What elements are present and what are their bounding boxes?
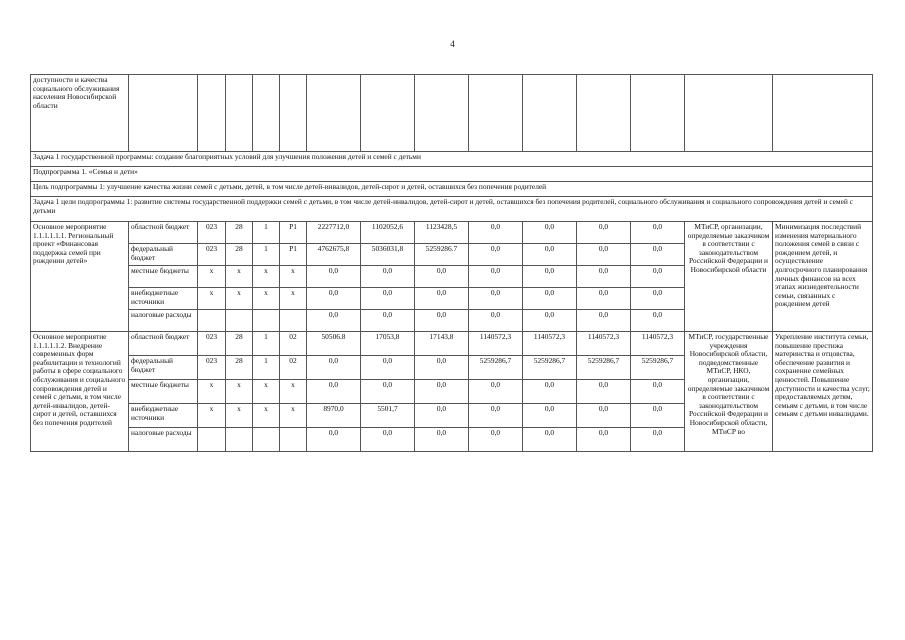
amount-cell: 0,0 xyxy=(469,404,523,428)
amount-cell: 0,0 xyxy=(361,356,415,380)
amount-cell: 5259286,7 xyxy=(523,356,577,380)
amount-cell: 0,0 xyxy=(307,380,361,404)
budget-code-cell: x xyxy=(280,380,307,404)
budget-code-cell: 28 xyxy=(226,356,253,380)
amount-cell: 0,0 xyxy=(631,244,685,266)
activity-name-cell: Основное мероприятие 1.1.1.1.1.1. Региональный проект «Финансовая поддержка семей при рождении детей» xyxy=(31,222,129,332)
budget-code-cell: 02 xyxy=(280,356,307,380)
funding-source-cell: федеральный бюджет xyxy=(129,356,198,380)
amount-cell: 0,0 xyxy=(469,222,523,244)
amount-cell: 0,0 xyxy=(523,310,577,332)
budget-code-cell: x xyxy=(253,266,280,288)
amount-cell: 0,0 xyxy=(523,222,577,244)
budget-code-cell: 023 xyxy=(198,244,226,266)
budget-code-cell xyxy=(226,310,253,332)
budget-code-cell: 1 xyxy=(253,222,280,244)
amount-cell: 1140572,3 xyxy=(577,332,631,356)
budget-code-cell: x xyxy=(198,288,226,310)
amount-cell: 8970,0 xyxy=(307,404,361,428)
budget-code-cell: 023 xyxy=(198,356,226,380)
budget-code-cell: 023 xyxy=(198,332,226,356)
amount-cell: 17053,8 xyxy=(361,332,415,356)
table-row-subprogram xyxy=(31,167,873,182)
subprogram1-text: Подпрограмма 1. «Семья и дети» xyxy=(31,167,873,182)
program-table xyxy=(30,74,873,452)
amount-cell: 0,0 xyxy=(307,428,361,452)
amount-cell: 0,0 xyxy=(577,404,631,428)
amount-cell: 0,0 xyxy=(631,428,685,452)
funding-source-cell: налоговые расходы xyxy=(129,428,198,452)
amount-cell: 0,0 xyxy=(577,266,631,288)
amount-cell: 0,0 xyxy=(631,380,685,404)
budget-code-cell xyxy=(280,310,307,332)
budget-code-cell: x xyxy=(280,404,307,428)
table-row-continuation xyxy=(31,75,873,152)
budget-code-cell: x xyxy=(226,380,253,404)
amount-cell: 0,0 xyxy=(361,310,415,332)
budget-code-cell: 28 xyxy=(226,332,253,356)
amount-cell: 0,0 xyxy=(307,266,361,288)
budget-code-cell xyxy=(226,428,253,452)
amount-cell: 0,0 xyxy=(631,266,685,288)
budget-code-cell: x xyxy=(226,404,253,428)
budget-code-cell: P1 xyxy=(280,222,307,244)
budget-code-cell: 1 xyxy=(253,244,280,266)
amount-cell: 0,0 xyxy=(307,356,361,380)
amount-cell: 17143,8 xyxy=(415,332,469,356)
amount-cell: 1102052,6 xyxy=(361,222,415,244)
budget-code-cell: x xyxy=(280,288,307,310)
amount-cell: 0,0 xyxy=(469,266,523,288)
table-row-task-goal xyxy=(31,197,873,222)
amount-cell: 0,0 xyxy=(469,380,523,404)
amount-cell: 0,0 xyxy=(577,244,631,266)
executor-cell: МТиСР, государственные учреждения Новосибирской области, подведомственные МТиСР, НКО, организации, определяемые заказчиком в соответствии с законодательством Российской Федерации и Новосибирской области, МТиСР во xyxy=(685,332,773,452)
amount-cell: 0,0 xyxy=(631,288,685,310)
budget-code-cell xyxy=(280,428,307,452)
amount-cell: 5259286,7 xyxy=(577,356,631,380)
amount-cell: 0,0 xyxy=(577,380,631,404)
amount-cell: 0,0 xyxy=(523,244,577,266)
funding-source-cell: областной бюджет xyxy=(129,332,198,356)
funding-source-cell: внебюджетные источники xyxy=(129,288,198,310)
amount-cell: 4762675,8 xyxy=(307,244,361,266)
budget-code-cell: P1 xyxy=(280,244,307,266)
funding-source-cell: налоговые расходы xyxy=(129,310,198,332)
goal-subprogram1-text: Цель подпрограммы 1: улучшение качества жизни семей с детьми, детей, в том числе детей-инвалидов, детей-сирот и детей, оставшихся без попечения родителей xyxy=(31,182,873,197)
amount-cell: 0,0 xyxy=(307,288,361,310)
expected-result-cell: Минимизация последствий изменения материального положения семей в связи с рождением детей, и осуществление долгосрочного планирования личных финансов на всех этапах жизнедеятельности семьи, связанных с рождением детей xyxy=(773,222,873,332)
amount-cell: 0,0 xyxy=(415,404,469,428)
amount-cell: 0,0 xyxy=(361,288,415,310)
amount-cell: 0,0 xyxy=(523,428,577,452)
budget-code-cell: x xyxy=(198,404,226,428)
table-row xyxy=(31,332,873,356)
amount-cell: 5259286,7 xyxy=(631,356,685,380)
amount-cell: 50506.8 xyxy=(307,332,361,356)
amount-cell: 0,0 xyxy=(415,288,469,310)
task1-program-text: Задача 1 государственной программы: создание благоприятных условий для улучшения положения детей и семей с детьми xyxy=(31,152,873,167)
budget-code-cell xyxy=(198,310,226,332)
budget-code-cell xyxy=(253,428,280,452)
amount-cell: 0,0 xyxy=(361,266,415,288)
budget-code-cell: x xyxy=(253,404,280,428)
task1-goal-text: Задача 1 цели подпрограммы 1: развитие системы государственной поддержки семей с детьми, в том числе детей-инвалидов, детей-сирот и детей, оставшихся без попечения родителей, социального обслуживания и социального сопровождения детей и семей с детьми xyxy=(31,197,873,222)
budget-code-cell: 1 xyxy=(253,332,280,356)
funding-source-cell: внебюджетные источники xyxy=(129,404,198,428)
amount-cell: 0,0 xyxy=(631,404,685,428)
amount-cell: 0,0 xyxy=(523,288,577,310)
amount-cell: 0,0 xyxy=(415,266,469,288)
funding-source-cell: федеральный бюджет xyxy=(129,244,198,266)
table-row xyxy=(31,222,873,244)
table-row-goal xyxy=(31,182,873,197)
amount-cell: 1123428,5 xyxy=(415,222,469,244)
budget-code-cell: x xyxy=(226,288,253,310)
amount-cell: 5501,7 xyxy=(361,404,415,428)
amount-cell: 0,0 xyxy=(577,288,631,310)
amount-cell: 2227712,0 xyxy=(307,222,361,244)
amount-cell: 1140572,3 xyxy=(631,332,685,356)
amount-cell: 5036031,8 xyxy=(361,244,415,266)
amount-cell: 5259286,7 xyxy=(469,356,523,380)
amount-cell: 0,0 xyxy=(577,310,631,332)
amount-cell: 0,0 xyxy=(361,428,415,452)
budget-code-cell: x xyxy=(198,380,226,404)
funding-source-cell: областной бюджет xyxy=(129,222,198,244)
amount-cell: 0,0 xyxy=(469,288,523,310)
amount-cell: 1140572,3 xyxy=(469,332,523,356)
budget-code-cell: 1 xyxy=(253,356,280,380)
amount-cell: 0,0 xyxy=(415,356,469,380)
budget-code-cell: x xyxy=(226,266,253,288)
budget-code-cell: 02 xyxy=(280,332,307,356)
amount-cell: 1140572,3 xyxy=(523,332,577,356)
amount-cell: 5259286.7 xyxy=(415,244,469,266)
table-row-task-program xyxy=(31,152,873,167)
funding-source-cell: местные бюджеты xyxy=(129,266,198,288)
amount-cell: 0,0 xyxy=(415,428,469,452)
amount-cell: 0,0 xyxy=(469,428,523,452)
budget-code-cell: 28 xyxy=(226,222,253,244)
activity-name-cell: Основное мероприятие 1.1.1.1.1.2. Внедрение современных форм реабилитации и технологий работы в сфере социального обслуживания и социального сопровождения детей и семей с детьми, в том числе детей-инвалидов, детей-сирот и детей, оставшихся без попечения родителей xyxy=(31,332,129,452)
executor-cell: МТиСР, организации, определяемые заказчиком в соответствии с законодательством Российской Федерации и Новосибирской области xyxy=(685,222,773,332)
budget-code-cell: x xyxy=(280,266,307,288)
budget-code-cell: x xyxy=(198,266,226,288)
amount-cell: 0,0 xyxy=(523,404,577,428)
amount-cell: 0,0 xyxy=(469,310,523,332)
amount-cell: 0,0 xyxy=(577,428,631,452)
amount-cell: 0,0 xyxy=(307,310,361,332)
amount-cell: 0,0 xyxy=(415,380,469,404)
budget-code-cell xyxy=(253,310,280,332)
amount-cell: 0,0 xyxy=(631,310,685,332)
page-number: 4 xyxy=(450,39,455,49)
funding-source-cell: местные бюджеты xyxy=(129,380,198,404)
budget-code-cell: 023 xyxy=(198,222,226,244)
budget-code-cell xyxy=(198,428,226,452)
amount-cell: 0,0 xyxy=(577,222,631,244)
amount-cell: 0,0 xyxy=(469,244,523,266)
continuation-text: доступности и качества социального обслуживания населения Новосибирской области xyxy=(31,75,129,152)
budget-code-cell: x xyxy=(253,380,280,404)
amount-cell: 0,0 xyxy=(415,310,469,332)
budget-code-cell: x xyxy=(253,288,280,310)
amount-cell: 0,0 xyxy=(523,266,577,288)
budget-code-cell: 28 xyxy=(226,244,253,266)
expected-result-cell: Укрепление института семьи, повышение престижа материнства и отцовства, обеспечение развития и сохранение семейных ценностей. Повышение доступности и качества услуг, предоставляемых детям, семьям с детьми, в том числе семьям с детьми инвалидами. xyxy=(773,332,873,452)
amount-cell: 0,0 xyxy=(523,380,577,404)
amount-cell: 0,0 xyxy=(631,222,685,244)
amount-cell: 0,0 xyxy=(361,380,415,404)
